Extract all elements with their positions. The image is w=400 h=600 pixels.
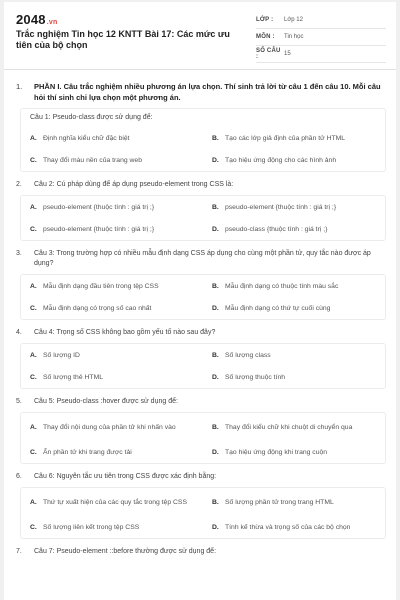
option-letter: B. bbox=[212, 351, 219, 359]
meta-value: 15 bbox=[284, 51, 291, 57]
answer-options bbox=[21, 196, 385, 240]
part-number: 1. bbox=[16, 82, 23, 91]
question-header bbox=[4, 180, 396, 190]
site-logo[interactable] bbox=[16, 12, 57, 27]
quiz-content bbox=[4, 81, 396, 557]
option-letter: A. bbox=[30, 282, 37, 290]
answer-options bbox=[21, 275, 385, 319]
answer-option-a[interactable] bbox=[21, 196, 203, 218]
option-letter: C. bbox=[30, 373, 37, 381]
option-letter: C. bbox=[30, 523, 37, 531]
option-text: Số lượng thẻ HTML bbox=[43, 373, 104, 381]
answer-options bbox=[21, 413, 385, 463]
option-letter: C. bbox=[30, 156, 37, 164]
question-number: 2. bbox=[16, 181, 22, 188]
question-number: 7. bbox=[16, 548, 22, 555]
answer-option-a[interactable] bbox=[21, 127, 203, 149]
quiz-page bbox=[4, 2, 396, 600]
option-letter: D. bbox=[212, 448, 219, 456]
option-letter: D. bbox=[212, 373, 219, 381]
answer-option-d[interactable] bbox=[203, 516, 385, 538]
question-block-1 bbox=[20, 108, 386, 172]
meta-value: Lớp 12 bbox=[284, 17, 303, 23]
page-title: Trắc nghiệm Tin học 12 KNTT Bài 17: Các mức ưu tiên của bộ chọn bbox=[16, 29, 230, 50]
question-5 bbox=[4, 397, 396, 464]
question-text: Câu 4: Trọng số CSS không bao gồm yếu tố nào sau đây? bbox=[34, 329, 216, 336]
option-letter: A. bbox=[30, 498, 37, 506]
question-6 bbox=[4, 472, 396, 539]
option-letter: B. bbox=[212, 423, 219, 431]
page-header bbox=[4, 2, 396, 70]
question-header bbox=[4, 397, 396, 407]
answer-option-d[interactable] bbox=[203, 297, 385, 319]
option-text: Mẫu định dạng đầu tiên trong tệp CSS bbox=[43, 282, 159, 290]
answer-options-block bbox=[20, 487, 386, 539]
option-letter: D. bbox=[212, 225, 219, 233]
option-text: Mẫu định dạng có thứ tự cuối cùng bbox=[225, 304, 331, 312]
answer-option-a[interactable] bbox=[21, 488, 203, 516]
part-heading bbox=[4, 81, 396, 103]
question-text: Câu 7: Pseudo-element ::before thường được sử dụng để: bbox=[34, 548, 217, 555]
answer-option-c[interactable] bbox=[21, 297, 203, 319]
meta-row-subject bbox=[256, 29, 386, 46]
answer-option-b[interactable] bbox=[203, 275, 385, 297]
question-header bbox=[4, 472, 396, 482]
question-4 bbox=[4, 328, 396, 389]
logo-suffix: .vn bbox=[46, 19, 58, 26]
option-text: Số lượng class bbox=[225, 351, 271, 359]
option-text: Thứ tự xuất hiện của các quy tắc trong tệp CSS bbox=[43, 498, 187, 506]
option-text: Tính kế thừa và trọng số của các bộ chọn bbox=[225, 523, 351, 531]
option-text: Thay đổi màu nền của trang web bbox=[43, 156, 142, 164]
answer-option-d[interactable] bbox=[203, 149, 385, 171]
answer-option-c[interactable] bbox=[21, 366, 203, 388]
option-letter: B. bbox=[212, 498, 219, 506]
option-text: Tạo hiệu ứng động khi trang cuộn bbox=[225, 448, 328, 456]
question-header bbox=[4, 547, 396, 557]
option-letter: B. bbox=[212, 134, 219, 142]
option-text: Tạo hiệu ứng động cho các hình ảnh bbox=[225, 156, 337, 164]
option-text: Ẩn phần tử khi trang được tải bbox=[43, 448, 132, 456]
option-text: Thay đổi nội dung của phần tử khi nhấn vào bbox=[43, 423, 176, 431]
meta-label: SỐ CÂU : bbox=[256, 48, 281, 60]
question-text: Câu 5: Pseudo-class :hover được sử dụng để: bbox=[34, 398, 178, 405]
answer-options bbox=[21, 127, 385, 171]
option-text: Thay đổi kiểu chữ khi chuột di chuyển qua bbox=[225, 423, 353, 431]
answer-options bbox=[21, 488, 385, 538]
option-letter: A. bbox=[30, 134, 37, 142]
answer-option-c[interactable] bbox=[21, 441, 203, 463]
answer-option-b[interactable] bbox=[203, 127, 385, 149]
answer-option-d[interactable] bbox=[203, 218, 385, 240]
question-2 bbox=[4, 180, 396, 241]
option-text: Số lượng thuộc tính bbox=[225, 373, 286, 381]
option-letter: D. bbox=[212, 304, 219, 312]
option-text: Số lượng ID bbox=[43, 351, 80, 359]
answer-options-block bbox=[20, 195, 386, 241]
answer-option-c[interactable] bbox=[21, 149, 203, 171]
option-letter: A. bbox=[30, 203, 37, 211]
answer-option-b[interactable] bbox=[203, 344, 385, 366]
answer-option-a[interactable] bbox=[21, 344, 203, 366]
option-text: pseudo-element {thuộc tính : giá trị ;} bbox=[225, 203, 337, 211]
question-7 bbox=[4, 547, 396, 557]
part-instructions: PHẦN I. Câu trắc nghiệm nhiều phương án lựa chọn. Thí sinh trả lời từ câu 1 đến câu 10. Mỗi câu hỏi thí sinh chỉ lựa chọn một phương án. bbox=[34, 82, 381, 102]
option-text: Mẫu định dạng có thuộc tính màu sắc bbox=[225, 282, 339, 290]
option-letter: A. bbox=[30, 423, 37, 431]
question-number: 4. bbox=[16, 329, 22, 336]
answer-option-b[interactable] bbox=[203, 196, 385, 218]
answer-options-block bbox=[20, 274, 386, 320]
option-letter: A. bbox=[30, 351, 37, 359]
answer-option-c[interactable] bbox=[21, 516, 203, 538]
answer-option-d[interactable] bbox=[203, 366, 385, 388]
question-text: Câu 6: Nguyên tắc ưu tiên trong CSS được xác định bằng: bbox=[34, 473, 217, 480]
option-letter: B. bbox=[212, 203, 219, 211]
option-letter: D. bbox=[212, 156, 219, 164]
logo-text: 2048 bbox=[16, 12, 46, 27]
meta-label: LỚP : bbox=[256, 17, 274, 23]
answer-options-block bbox=[20, 412, 386, 464]
option-text: pseudo-element {thuộc tính : giá trị ;} bbox=[43, 203, 155, 211]
question-3 bbox=[4, 249, 396, 320]
option-text: Số lượng liên kết trong tệp CSS bbox=[43, 523, 140, 531]
question-number: 3. bbox=[16, 250, 22, 257]
option-text: Tạo các lớp giả định của phần tử HTML bbox=[225, 134, 346, 142]
option-text: pseudo-class {thuộc tính : giá trị ;} bbox=[225, 225, 328, 233]
answer-option-c[interactable] bbox=[21, 218, 203, 240]
option-letter: D. bbox=[212, 523, 219, 531]
meta-row-class bbox=[256, 12, 386, 29]
question-header bbox=[4, 328, 396, 338]
question-header bbox=[4, 249, 396, 269]
answer-option-a[interactable] bbox=[21, 275, 203, 297]
option-text: Mẫu định dạng có trọng số cao nhất bbox=[43, 304, 152, 312]
question-text: Câu 2: Cú pháp dùng để áp dụng pseudo-element trong CSS là: bbox=[34, 181, 234, 188]
answer-option-d[interactable] bbox=[203, 441, 385, 463]
option-text: Số lượng phần tử trong trang HTML bbox=[225, 498, 334, 506]
question-text: Câu 3: Trong trường hợp có nhiều mẫu định dạng CSS áp dụng cho cùng một phần tử, quy tắc nào được áp dụng? bbox=[34, 250, 371, 267]
answer-option-a[interactable] bbox=[21, 413, 203, 441]
answer-option-b[interactable] bbox=[203, 488, 385, 516]
option-text: Định nghĩa kiểu chữ đặc biệt bbox=[43, 134, 130, 142]
option-letter: C. bbox=[30, 225, 37, 233]
answer-option-b[interactable] bbox=[203, 413, 385, 441]
question-text: Câu 1: Pseudo-class được sử dụng để: bbox=[30, 114, 153, 121]
question-number: 5. bbox=[16, 398, 22, 405]
quiz-meta bbox=[256, 12, 386, 63]
option-letter: B. bbox=[212, 282, 219, 290]
meta-row-count bbox=[256, 46, 386, 63]
option-letter: C. bbox=[30, 304, 37, 312]
meta-value: Tin học bbox=[284, 34, 304, 40]
option-letter: C. bbox=[30, 448, 37, 456]
meta-label: MÔN : bbox=[256, 34, 275, 40]
question-number: 6. bbox=[16, 473, 22, 480]
answer-options-block bbox=[20, 343, 386, 389]
option-text: pseudo-element {thuộc tính : giá trị ;} bbox=[43, 225, 155, 233]
answer-options bbox=[21, 344, 385, 388]
